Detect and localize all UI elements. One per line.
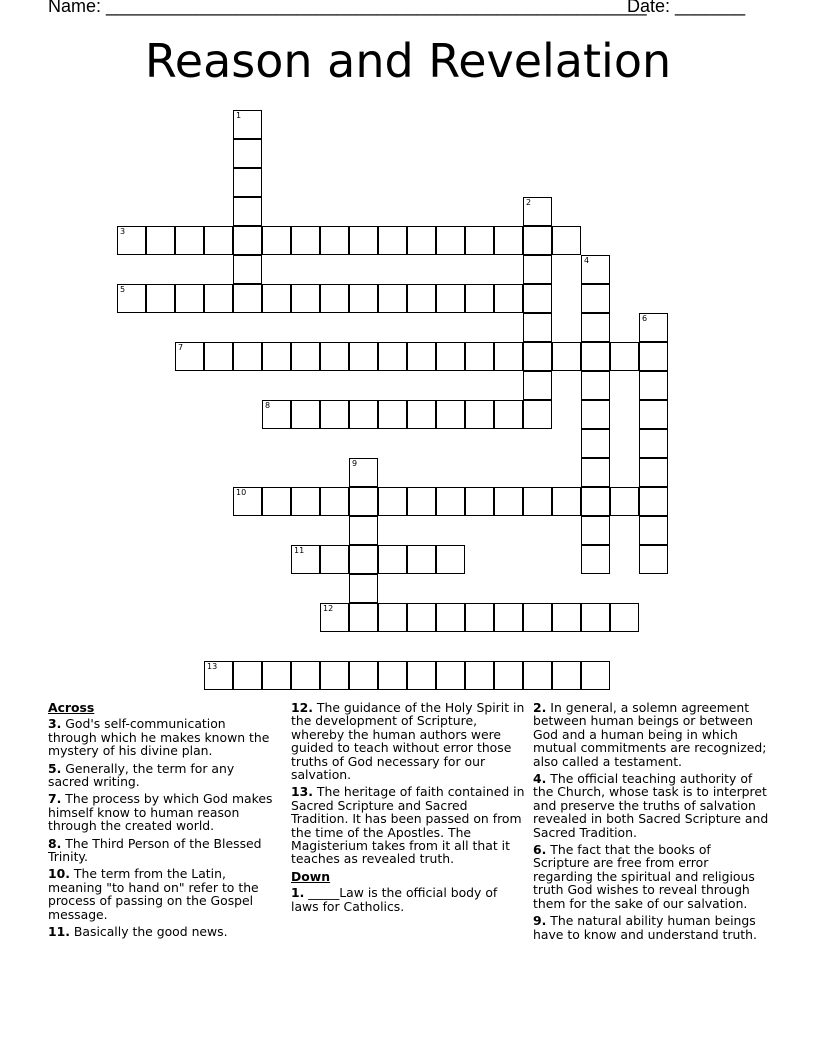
grid-cell[interactable] (581, 255, 610, 284)
clue-across-5 (48, 762, 276, 789)
grid-cell[interactable] (581, 342, 610, 371)
grid-cell[interactable] (233, 342, 262, 371)
grid-cell[interactable] (378, 487, 407, 516)
grid-cell[interactable] (378, 661, 407, 690)
clue-number-label: 7 (178, 343, 184, 352)
grid-cell[interactable] (349, 516, 378, 545)
grid-cell[interactable] (523, 487, 552, 516)
clue-down-6 (533, 843, 769, 910)
clue-number-label: 8 (265, 401, 271, 410)
clue-number: 1. (291, 885, 305, 901)
across-heading: Across (48, 700, 95, 715)
clue-number: 2. (533, 700, 547, 715)
clue-text: The process by which God makes himself know to human reason through the created world. (48, 791, 273, 834)
grid-cell[interactable] (494, 603, 523, 632)
grid-cell[interactable] (233, 284, 262, 313)
clue-number: 3. (48, 716, 62, 732)
grid-cell[interactable] (291, 487, 320, 516)
clue-number: 5. (48, 760, 62, 776)
grid-cell[interactable] (175, 342, 204, 371)
clue-number: 6. (533, 842, 547, 858)
grid-cell[interactable] (117, 226, 146, 255)
grid-cell[interactable] (639, 429, 668, 458)
grid-cell[interactable] (494, 226, 523, 255)
grid-cell[interactable] (349, 487, 378, 516)
clue-number: 13. (291, 784, 313, 800)
grid-cell[interactable] (175, 284, 204, 313)
clue-number-label: 12 (323, 604, 334, 613)
grid-cell[interactable] (291, 226, 320, 255)
grid-cell[interactable] (581, 458, 610, 487)
clue-text: God's self-communication through which he makes known the mystery of his divine plan. (48, 716, 270, 759)
clue-text: The term from the Latin, meaning "to hand on" refer to the process of passing on the Gospel message. (48, 866, 259, 922)
grid-cell[interactable] (639, 458, 668, 487)
grid-cell[interactable] (349, 342, 378, 371)
clue-across-3 (48, 717, 276, 757)
grid-cell[interactable] (349, 574, 378, 603)
clue-column-2 (291, 701, 525, 917)
grid-cell[interactable] (407, 487, 436, 516)
grid-cell[interactable] (204, 342, 233, 371)
clue-text: The natural ability human beings have to know and understand truth. (533, 913, 757, 942)
grid-cell[interactable] (639, 342, 668, 371)
date-field[interactable]: Date: _______ (627, 0, 746, 16)
grid-cell[interactable] (378, 342, 407, 371)
grid-cell[interactable] (378, 545, 407, 574)
grid-cell[interactable] (349, 603, 378, 632)
clue-down-9 (533, 914, 769, 941)
grid-cell[interactable] (494, 342, 523, 371)
clue-text: The official teaching authority of the Church, whose task is to interpret and preserve the truths of salvation revealed in both Sacred Scripture and Sacred Tradition. (533, 771, 769, 840)
grid-cell[interactable] (349, 545, 378, 574)
grid-cell[interactable] (291, 661, 320, 690)
clue-text: The fact that the books of Scripture are free from error regarding the spiritual and religious truth God wishes to reveal through them for the sake of our salvation. (533, 842, 755, 911)
grid-cell[interactable] (378, 400, 407, 429)
grid-cell[interactable] (233, 255, 262, 284)
grid-cell[interactable] (204, 226, 233, 255)
clue-number-label: 1 (236, 111, 242, 120)
grid-cell[interactable] (436, 545, 465, 574)
grid-cell[interactable] (581, 400, 610, 429)
grid-cell[interactable] (349, 226, 378, 255)
grid-cell[interactable] (233, 110, 262, 139)
grid-cell[interactable] (581, 545, 610, 574)
grid-cell[interactable] (581, 603, 610, 632)
clue-number: 9. (533, 913, 547, 929)
grid-cell[interactable] (436, 603, 465, 632)
grid-cell[interactable] (639, 313, 668, 342)
grid-cell[interactable] (204, 284, 233, 313)
grid-cell[interactable] (436, 400, 465, 429)
grid-cell[interactable] (465, 661, 494, 690)
clue-number-label: 2 (526, 198, 532, 207)
grid-cell[interactable] (639, 371, 668, 400)
grid-cell[interactable] (320, 603, 349, 632)
grid-cell[interactable] (436, 284, 465, 313)
grid-cell[interactable] (552, 661, 581, 690)
grid-cell[interactable] (465, 400, 494, 429)
grid-cell[interactable] (610, 342, 639, 371)
grid-cell[interactable] (639, 516, 668, 545)
grid-cell[interactable] (407, 603, 436, 632)
grid-cell[interactable] (262, 226, 291, 255)
grid-cell[interactable] (494, 400, 523, 429)
clue-across-12 (291, 701, 525, 781)
grid-cell[interactable] (407, 284, 436, 313)
grid-cell[interactable] (233, 168, 262, 197)
grid-cell[interactable] (349, 400, 378, 429)
grid-cell[interactable] (407, 545, 436, 574)
grid-cell[interactable] (233, 139, 262, 168)
grid-cell[interactable] (436, 487, 465, 516)
grid-cell[interactable] (378, 284, 407, 313)
grid-cell[interactable] (291, 545, 320, 574)
clue-down-1 (291, 886, 525, 913)
grid-cell[interactable] (552, 487, 581, 516)
clue-number-label: 13 (207, 662, 218, 671)
grid-cell[interactable] (465, 226, 494, 255)
grid-cell[interactable] (581, 313, 610, 342)
grid-cell[interactable] (552, 342, 581, 371)
grid-cell[interactable] (610, 487, 639, 516)
grid-cell[interactable] (291, 400, 320, 429)
grid-cell[interactable] (523, 400, 552, 429)
grid-cell[interactable] (523, 226, 552, 255)
grid-cell[interactable] (320, 284, 349, 313)
grid-cell[interactable] (233, 661, 262, 690)
clue-down-4 (533, 772, 769, 839)
grid-cell[interactable] (233, 226, 262, 255)
grid-cell[interactable] (291, 342, 320, 371)
grid-cell[interactable] (320, 487, 349, 516)
grid-cell[interactable] (117, 284, 146, 313)
grid-cell[interactable] (465, 342, 494, 371)
clue-number: 8. (48, 835, 62, 851)
clue-number: 7. (48, 791, 62, 807)
grid-cell[interactable] (639, 400, 668, 429)
clue-number-label: 6 (642, 314, 648, 323)
grid-cell[interactable] (349, 458, 378, 487)
clue-number: 11. (48, 924, 70, 940)
grid-cell[interactable] (523, 342, 552, 371)
clue-text: The heritage of faith contained in Sacred Scripture and Sacred Tradition. It has been passed on from the time of the Apostles. The Magisterium takes from it all that it teaches as revealed truth. (291, 784, 525, 867)
grid-cell[interactable] (407, 226, 436, 255)
grid-cell[interactable] (291, 284, 320, 313)
clue-number: 10. (48, 866, 70, 882)
grid-cell[interactable] (523, 197, 552, 226)
grid-cell[interactable] (581, 284, 610, 313)
grid-cell[interactable] (581, 429, 610, 458)
clue-number-label: 11 (294, 546, 305, 555)
grid-cell[interactable] (262, 400, 291, 429)
grid-cell[interactable] (494, 487, 523, 516)
grid-cell[interactable] (639, 487, 668, 516)
grid-cell[interactable] (262, 342, 291, 371)
grid-cell[interactable] (436, 226, 465, 255)
clue-text: Basically the good news. (73, 924, 228, 940)
clue-text: The guidance of the Holy Spirit in the development of Scripture, whereby the human authors were guided to teach without error those truths of God necessary for our salvation. (291, 700, 525, 783)
grid-cell[interactable] (581, 487, 610, 516)
clue-number-label: 3 (120, 227, 126, 236)
grid-cell[interactable] (146, 226, 175, 255)
clue-across-11 (48, 925, 276, 938)
clue-across-7 (48, 792, 276, 832)
page-title: Reason and Revelation (144, 34, 672, 88)
clue-down-2 (533, 701, 769, 768)
grid-cell[interactable] (581, 371, 610, 400)
grid-cell[interactable] (320, 226, 349, 255)
grid-cell[interactable] (262, 661, 291, 690)
clue-text: _____Law is the official body of laws for Catholics. (291, 885, 498, 914)
grid-cell[interactable] (378, 226, 407, 255)
grid-cell[interactable] (581, 661, 610, 690)
grid-cell[interactable] (320, 400, 349, 429)
grid-cell[interactable] (233, 197, 262, 226)
down-heading: Down (291, 868, 331, 884)
grid-cell[interactable] (523, 313, 552, 342)
grid-cell[interactable] (465, 487, 494, 516)
grid-cell[interactable] (523, 371, 552, 400)
grid-cell[interactable] (552, 603, 581, 632)
grid-cell[interactable] (204, 661, 233, 690)
grid-cell[interactable] (407, 342, 436, 371)
clue-number-label: 5 (120, 285, 126, 294)
grid-cell[interactable] (552, 226, 581, 255)
grid-cell[interactable] (581, 516, 610, 545)
grid-cell[interactable] (465, 284, 494, 313)
clue-number: 4. (533, 771, 547, 787)
grid-cell[interactable] (320, 661, 349, 690)
grid-cell[interactable] (320, 342, 349, 371)
grid-cell[interactable] (262, 284, 291, 313)
clue-across-8 (48, 837, 276, 864)
grid-cell[interactable] (233, 487, 262, 516)
clue-across-13 (291, 785, 525, 865)
grid-cell[interactable] (494, 284, 523, 313)
grid-cell[interactable] (523, 661, 552, 690)
grid-cell[interactable] (262, 487, 291, 516)
clue-number-label: 9 (352, 459, 358, 468)
grid-cell[interactable] (494, 661, 523, 690)
grid-cell[interactable] (436, 342, 465, 371)
clue-text: The Third Person of the Blessed Trinity. (48, 835, 262, 865)
clue-across-10 (48, 867, 276, 921)
grid-cell[interactable] (523, 603, 552, 632)
grid-cell[interactable] (320, 545, 349, 574)
grid-cell[interactable] (639, 545, 668, 574)
grid-cell[interactable] (436, 661, 465, 690)
grid-cell[interactable] (175, 226, 204, 255)
name-field[interactable]: Name: ______________________________________________________ (48, 0, 647, 16)
grid-cell[interactable] (407, 661, 436, 690)
clue-number: 12. (291, 700, 313, 715)
clue-text: Generally, the term for any sacred writing. (48, 760, 235, 790)
clue-number-label: 10 (236, 488, 247, 497)
grid-cell[interactable] (349, 284, 378, 313)
clue-text: In general, a solemn agreement between human beings or between God and a human being in which mutual commitments are recognized; also called a testament. (533, 700, 767, 769)
grid-cell[interactable] (146, 284, 175, 313)
grid-cell[interactable] (523, 284, 552, 313)
grid-cell[interactable] (610, 603, 639, 632)
grid-cell[interactable] (465, 603, 494, 632)
grid-cell[interactable] (407, 400, 436, 429)
clue-column-1 (48, 701, 276, 943)
clue-number-label: 4 (584, 256, 590, 265)
grid-cell[interactable] (378, 603, 407, 632)
grid-cell[interactable] (523, 255, 552, 284)
clue-column-3 (533, 701, 769, 945)
grid-cell[interactable] (349, 661, 378, 690)
